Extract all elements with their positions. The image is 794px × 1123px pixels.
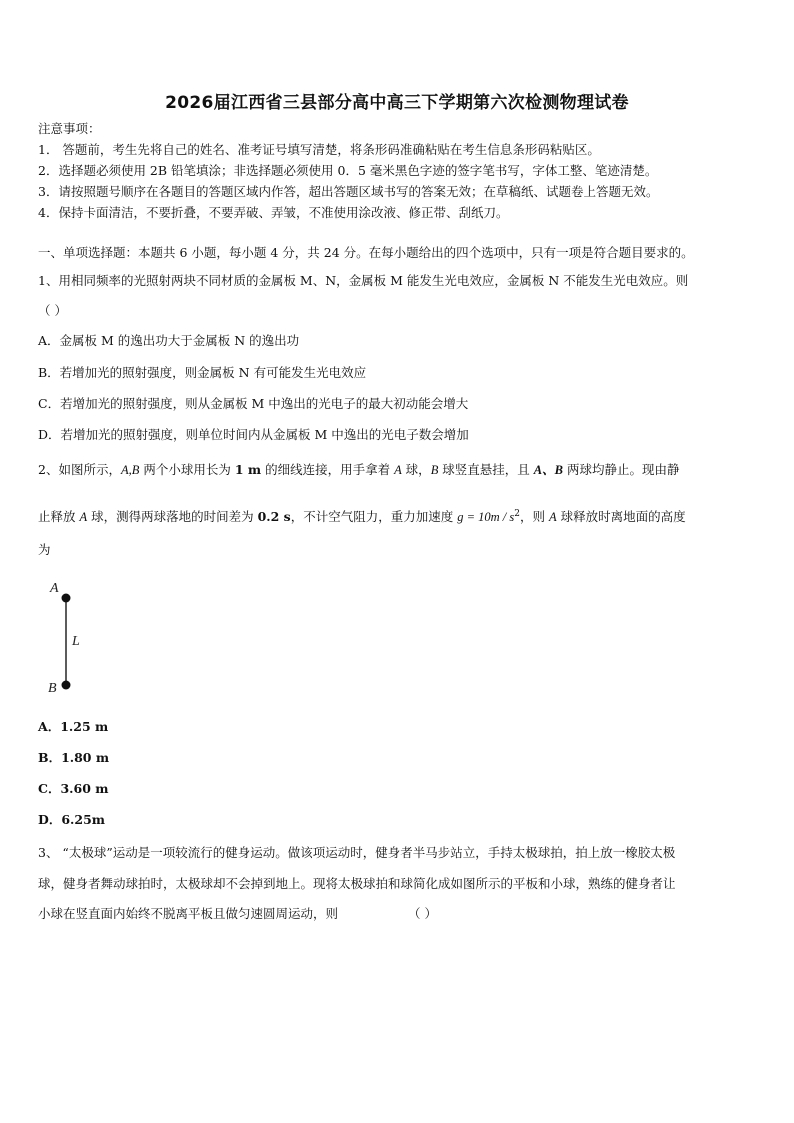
question-1-option-b: B．若增加光的照射强度，则金属板 N 有可能发生光电效应 [38,365,367,380]
label-a: A [50,581,59,596]
page-title: 2026届江西省三县部分高中高三下学期第六次检测物理试卷 [165,93,629,113]
q3-text: 小球在竖直面内始终不脱离平板且做匀速圆周运动，则 [38,906,339,921]
q2-gravity-exp: 2 [514,509,520,519]
q2-text: 两个小球用长为 [139,462,235,477]
q2-text: 止释放 [38,509,80,525]
q2-text: 球竖直悬挂，且 [438,462,534,477]
ball-a [62,594,71,603]
note-item-4: 4．保持卡面清洁，不要折叠，不要弄破、弄皱，不准使用涂改液、修正带、刮纸刀。 [38,205,509,220]
question-3-stem-line-1: 3、 “太极球”运动是一项较流行的健身运动。做该项运动时，健身者半马步站立，手持太极球拍，拍上放一橡胶太极 [38,845,676,860]
notes-heading: 注意事项： [38,121,101,136]
question-2-option-a: A．1.25 m [38,719,109,734]
question-2-stem-line-1 [38,462,679,478]
question-2-option-d: D．6.25m [38,812,106,827]
q2-text: ，则 [520,509,549,525]
q2-gravity: g = 10m / s [457,510,515,525]
question-1-blank: （ ） [38,303,67,318]
q2-length: 1 m [234,462,262,477]
q2-var-b: B [430,463,439,477]
question-2-stem-line-3: 为 [38,542,51,557]
note-item-1: 1． 答题前，考生先将自己的姓名、准考证号填写清楚，将条形码准确粘贴在考生信息条形码粘贴区。 [38,142,600,157]
two-ball-rope-figure [40,572,100,702]
ball-b [62,681,71,690]
question-1-stem: 1、用相同频率的光照射两块不同材质的金属板 M、N，金属板 M 能发生光电效应，金属板 N 不能发生光电效应。则 [38,273,689,288]
q2-text: 球， [401,462,431,477]
q2-var-a: A [394,463,402,477]
question-3-blank: （ ） [408,906,437,921]
q2-time-diff: 0.2 s [257,509,291,525]
section-heading-single-choice: 一、单项选择题：本题共 6 小题，每小题 4 分，共 24 分。在每小题给出的四个选项中，只有一项是符合题目要求的。 [38,245,694,260]
question-2-stem-line-2 [38,506,686,525]
note-item-3: 3．请按照题号顺序在各题目的答题区域内作答，超出答题区域书写的答案无效；在草稿纸、试题卷上答题无效。 [38,184,659,199]
q2-var-ab: A,B [120,463,140,477]
q2-var-a: A [79,510,88,525]
q2-text: 球释放时离地面的高度 [556,509,686,525]
q2-text: 两球均静止。现由静 [562,462,680,477]
question-3-stem-line-3 [38,906,437,922]
q2-text: ，不计空气阻力，重力加速度 [290,509,458,525]
question-1-option-c: C．若增加光的照射强度，则从金属板 M 中逸出的光电子的最大初动能会增大 [38,396,469,411]
q2-text: 的细线连接，用手拿着 [261,462,395,477]
q2-text: 2、如图所示， [38,462,121,477]
question-2-option-b: B．1.80 m [38,750,110,765]
question-1-option-a: A．金属板 M 的逸出功大于金属板 N 的逸出功 [38,333,300,348]
label-b: B [48,681,57,696]
q2-text: 球，测得两球落地的时间差为 [87,509,258,525]
question-3-stem-line-2: 球，健身者舞动球拍时，太极球却不会掉到地上。现将太极球拍和球简化成如图所示的平板和小球，熟练的健身者让 [38,876,676,891]
question-2-option-c: C．3.60 m [38,781,109,796]
question-1-option-d: D．若增加光的照射强度，则单位时间内从金属板 M 中逸出的光电子数会增加 [38,427,469,442]
note-item-2: 2．选择题必须使用 2B 铅笔填涂；非选择题必须使用 0．5 毫米黑色字迹的签字笔书写，字体工整、笔迹清楚。 [38,163,658,178]
label-l: L [72,634,80,649]
q2-var-ab-2: A、B [533,463,563,477]
q2-var-a: A [548,510,557,525]
